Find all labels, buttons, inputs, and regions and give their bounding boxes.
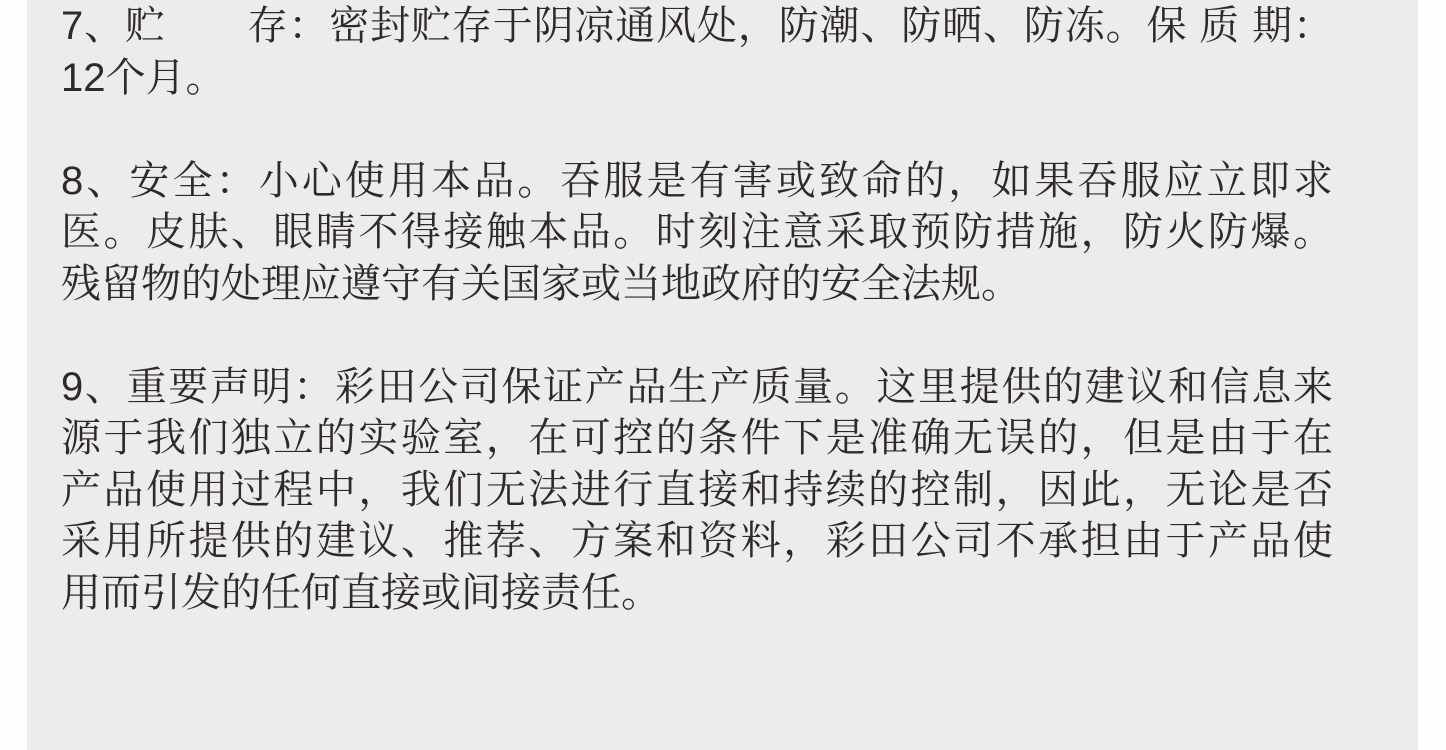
text-line: 用而引发的任何直接或间接责任。 xyxy=(61,570,661,615)
text-line: 残留物的处理应遵守有关国家或当地政府的安全法规。 xyxy=(61,261,1021,306)
page-left-margin xyxy=(0,0,27,750)
text-line: 源于我们独立的实验室，在可控的条件下是准确无误的，但是由于在 xyxy=(61,416,1333,460)
document-text-block xyxy=(61,1,1333,619)
text-line: 7、贮 存：密封贮存于阴凉通风处，防潮、防晒、防冻。保 质 期： xyxy=(61,4,1333,48)
paragraph-storage xyxy=(61,1,1333,104)
text-line: 产品使用过程中，我们无法进行直接和持续的控制，因此，无论是否 xyxy=(61,467,1333,512)
page-right-margin xyxy=(1418,0,1446,750)
text-line: 8、安全：小心使用本品。吞服是有害或致命的，如果吞服应立即求 xyxy=(61,158,1333,203)
text-line: 9、重要声明：彩田公司保证产品生产质量。这里提供的建议和信息来 xyxy=(61,364,1333,409)
paragraph-disclaimer xyxy=(61,362,1333,620)
text-line: 采用所提供的建议、推荐、方案和资料，彩田公司不承担由于产品使 xyxy=(61,519,1333,563)
text-line: 12个月。 xyxy=(61,55,226,100)
text-line: 医。皮肤、眼睛不得接触本品。时刻注意采取预防措施，防火防爆。 xyxy=(61,210,1333,254)
paragraph-safety xyxy=(61,156,1333,311)
